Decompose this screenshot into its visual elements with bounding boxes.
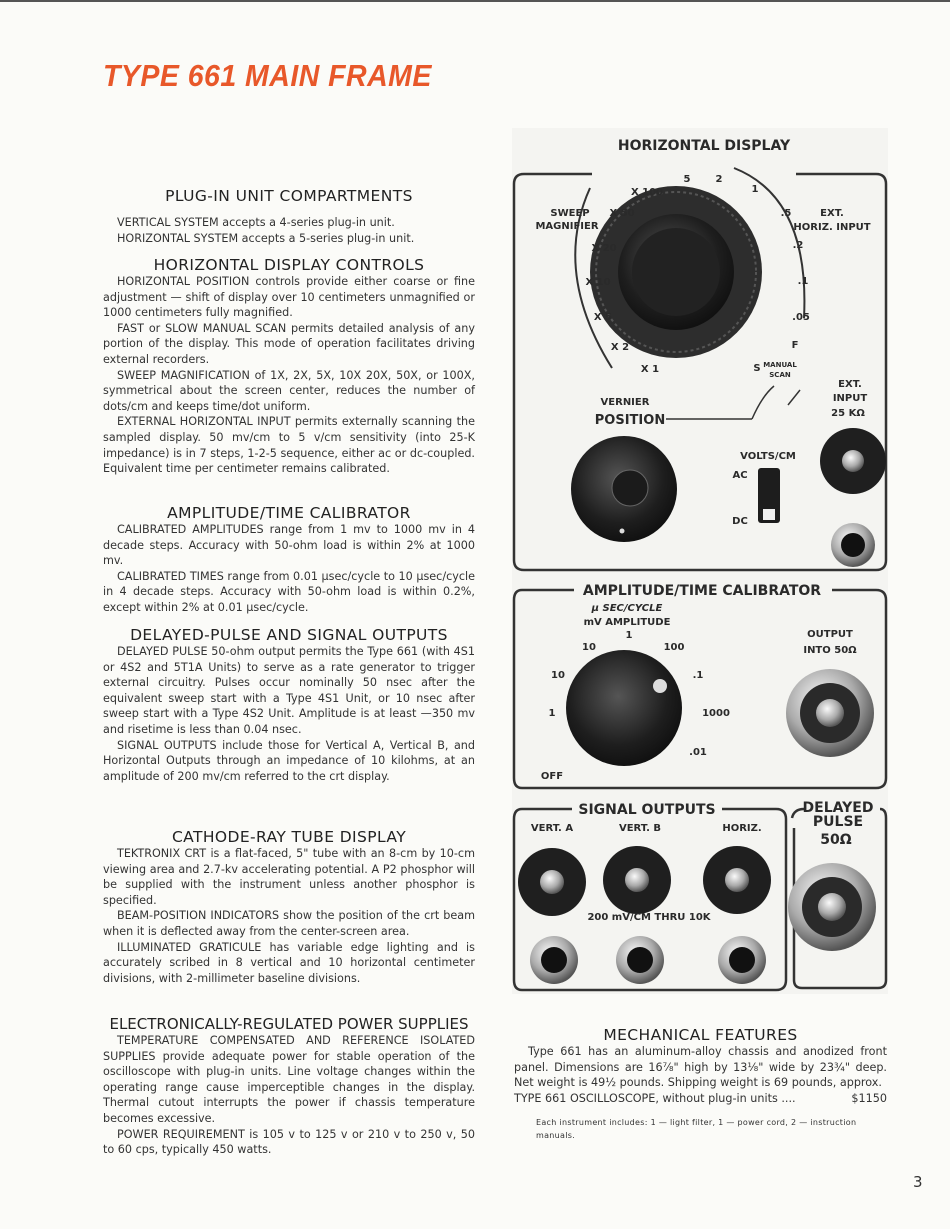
paragraph: EXTERNAL HORIZONTAL INPUT permits externally scanning the sampled display. 50 mv/cm to 5 v/cm sensitivity (into 25-K impedance) is in 7 steps, 1-2-5 sequence, either ac or dc-coupled. Equivalent time per centimeter remains calibrated. <box>103 415 475 476</box>
section-horizontal <box>103 256 475 477</box>
pulse-label: PULSE <box>812 814 864 830</box>
horiz-input-label: HORIZ. INPUT <box>793 222 871 233</box>
scale-step: 2 <box>715 174 723 185</box>
paragraph: POWER REQUIREMENT is 105 v to 125 v or 210 v to 250 v, 50 to 60 cps, typically 450 watts. <box>103 1127 475 1157</box>
section-heading: DELAYED-PULSE AND SIGNAL OUTPUTS <box>130 626 448 644</box>
paragraph: TEKTRONIX CRT is a flat-faced, 5" tube with an 8-cm by 10-cm viewing area and 2.7-kv accelerating potential. A P2 phosphor will be supplied with the instrument unless another phosphor is specified. <box>103 847 475 907</box>
scan-knob[interactable] <box>632 228 720 316</box>
paragraph: ILLUMINATED GRATICULE has variable edge lighting and is accurately scribed in 8 vertical and 10 horizontal centimeter divisions, with 2-millimeter baseline divisions. <box>103 940 475 985</box>
ext-pointer <box>788 390 800 405</box>
usec-label: μ SEC/CYCLE <box>591 603 663 614</box>
mag-step: X 50 <box>609 208 635 219</box>
mechanical-features <box>514 1026 887 1142</box>
scale-step: 5 <box>683 174 691 185</box>
mag-step: X 1 <box>640 364 660 375</box>
cal-step: 1000 <box>702 708 730 719</box>
impedance-label: 25 KΩ <box>831 408 865 419</box>
connector-center <box>816 699 844 727</box>
mag-step: X 20 <box>591 243 617 254</box>
mechanical-text: Type 661 has an aluminum-alloy chassis and anodized front panel. Dimensions are 16⅞" high by 13⅛" wide by 23¾" deep. Net weight is 49½ pounds. Shipping weight is 69 pounds, approx. <box>514 1045 887 1090</box>
calibrator-knob[interactable] <box>566 650 682 766</box>
calibrator-heading: AMPLITUDE/TIME CALIBRATOR <box>582 583 822 599</box>
mag-step: X 5 <box>593 312 613 323</box>
cal-step: OFF <box>540 771 564 782</box>
scale-step: .05 <box>792 312 810 323</box>
connector-center <box>725 868 749 892</box>
sweep-label: SWEEP <box>550 208 590 219</box>
vernier-knob[interactable] <box>612 470 648 506</box>
section-heading: CATHODE-RAY TUBE DISPLAY <box>171 828 407 846</box>
connector-center <box>842 450 864 472</box>
magnifier-label: MAGNIFIER <box>535 221 599 232</box>
section-heading: AMPLITUDE/TIME CALIBRATOR <box>167 504 411 522</box>
page-number: 3 <box>913 1173 923 1191</box>
mechanical-heading: MECHANICAL FEATURES <box>603 1026 798 1044</box>
cal-step: .01 <box>689 747 707 758</box>
signal-label-horiz: HORIZ. <box>722 823 762 834</box>
cal-step: .1 <box>692 670 704 681</box>
dc-label: DC <box>732 516 748 527</box>
output-label: OUTPUT <box>807 629 853 640</box>
input-label: INPUT <box>832 393 868 404</box>
delayed-label: DELAYED <box>802 800 874 816</box>
section-crt <box>103 828 475 986</box>
section-heading: HORIZONTAL DISPLAY CONTROLS <box>153 256 425 274</box>
price-label: TYPE 661 OSCILLOSCOPE, without plug-in units .... <box>514 1091 796 1105</box>
section-power <box>103 1015 475 1158</box>
cal-step: 10 <box>582 642 596 653</box>
output-impedance-label: INTO 50Ω <box>803 645 857 656</box>
price-line <box>514 1091 887 1107</box>
paragraph: HORIZONTAL SYSTEM accepts a 5-series plug-in unit. <box>117 231 415 245</box>
volts-cm-label: VOLTS/CM <box>740 451 796 462</box>
connector-center <box>540 870 564 894</box>
cal-step: 100 <box>663 642 685 653</box>
paragraph: DELAYED PULSE 50-ohm output permits the Type 661 (with 4S1 or 4S2 and 5T1A Units) to serve as a rate generator to trigger external circuitry. Pulses occur nominally 50 nsec after the equivalent sweep start with a Type 4S1 Unit, or 10 nsec after sweep start with a Type 4S2 Unit. Amplitude is at least —350 mv and risetime is less than 0.04 nsec. <box>103 645 475 736</box>
signal-label-vert-b: VERT. B <box>618 823 662 834</box>
signal-range-label: 200 mV/CM THRU 10K <box>587 912 711 923</box>
ac-label: AC <box>732 470 748 481</box>
price-value: $1150 <box>851 1091 887 1105</box>
horizontal-display-heading: HORIZONTAL DISPLAY <box>617 138 791 154</box>
section-outputs <box>103 626 475 784</box>
position-dot <box>620 529 625 534</box>
front-panel-photo <box>512 128 888 994</box>
paragraph: HORIZONTAL POSITION controls provide either coarse or fine adjustment — shift of display over 10 centimeters unmagnified or 1000 centimeters fully magnified. <box>103 275 475 320</box>
manual-label: MANUAL <box>763 361 797 369</box>
jack-hole <box>729 947 755 973</box>
paragraph: VERTICAL SYSTEM accepts a 4-series plug-in unit. <box>117 216 395 229</box>
paragraph: CALIBRATED TIMES range from 0.01 μsec/cycle to 10 μsec/cycle in 4 decade steps. Accuracy with 50-ohm load is within 0.2%, except within 2% at 0.01 μsec/cycle. <box>103 569 475 614</box>
switch-lever <box>763 509 775 520</box>
mag-step: X 2 <box>610 342 630 353</box>
vernier-pointer <box>752 386 774 419</box>
ext-input-label: EXT. <box>838 379 862 390</box>
mag-step: X 100 <box>630 187 664 198</box>
position-label: POSITION <box>594 413 666 428</box>
scan-label: SCAN <box>769 371 791 379</box>
section-heading: ELECTRONICALLY-REGULATED POWER SUPPLIES <box>109 1015 469 1033</box>
included-note: Each instrument includes: 1 — light filter, 1 — power cord, 2 — instruction manuals. <box>536 1118 857 1141</box>
cal-step: 1 <box>548 708 556 719</box>
cal-step: 1 <box>625 630 633 641</box>
vernier-label: VERNIER <box>600 397 650 408</box>
scale-step: .1 <box>797 276 809 287</box>
page-title: TYPE 661 MAIN FRAME <box>103 58 432 93</box>
pulse-impedance-label: 50Ω <box>820 832 852 848</box>
signal-heading: SIGNAL OUTPUTS <box>578 802 716 818</box>
jack-hole <box>841 533 865 557</box>
scale-step: .2 <box>792 240 804 251</box>
connector-center <box>625 868 649 892</box>
paragraph: BEAM-POSITION INDICATORS show the position of the crt beam when it is deflected away from the center-screen area. <box>103 909 475 938</box>
section-calibrator <box>103 504 475 616</box>
fast-label: F <box>791 340 799 351</box>
paragraph: SWEEP MAGNIFICATION of 1X, 2X, 5X, 10X 20X, 50X, or 100X, symmetrical about the screen center, reduces the number of dots/cm and keeps time/dot uniform. <box>103 368 475 413</box>
slow-label: S <box>753 363 761 374</box>
paragraph: TEMPERATURE COMPENSATED AND REFERENCE ISOLATED SUPPLIES provide adequate power for stable operation of the oscilloscope with plug-in units. Line voltage changes within the operating range cause imperceptible changes in the display. Thermal cutout interrupts the power if chassis temperature becomes excessive. <box>103 1034 475 1125</box>
paragraph: FAST or SLOW MANUAL SCAN permits detailed analysis of any portion of the display. This mode of operation facilitates driving external recorders. <box>103 321 475 366</box>
paragraph: SIGNAL OUTPUTS include those for Vertical A, Vertical B, and Horizontal Outputs through an impedance of 10 kilohms, at an amplitude of 200 mv/cm referred to the crt display. <box>103 738 475 783</box>
scale-step: 1 <box>751 184 759 195</box>
jack-hole <box>627 947 653 973</box>
section-plugin <box>103 187 475 246</box>
paragraph: CALIBRATED AMPLITUDES range from 1 mv to 1000 mv in 4 decade steps. Accuracy with 50-ohm load is within 2% at 1000 mv. <box>103 523 475 568</box>
knob-indicator <box>653 679 667 693</box>
top-rule <box>0 0 950 2</box>
mv-label: mV AMPLITUDE <box>583 617 671 628</box>
signal-label-vert-a: VERT. A <box>530 823 574 834</box>
scale-step: .5 <box>780 208 792 219</box>
section-heading: PLUG-IN UNIT COMPARTMENTS <box>165 187 413 205</box>
ext-label: EXT. <box>820 208 844 219</box>
connector-center <box>818 893 846 921</box>
cal-step: 10 <box>551 670 565 681</box>
jack-hole <box>541 947 567 973</box>
mag-step: X 10 <box>585 277 611 288</box>
